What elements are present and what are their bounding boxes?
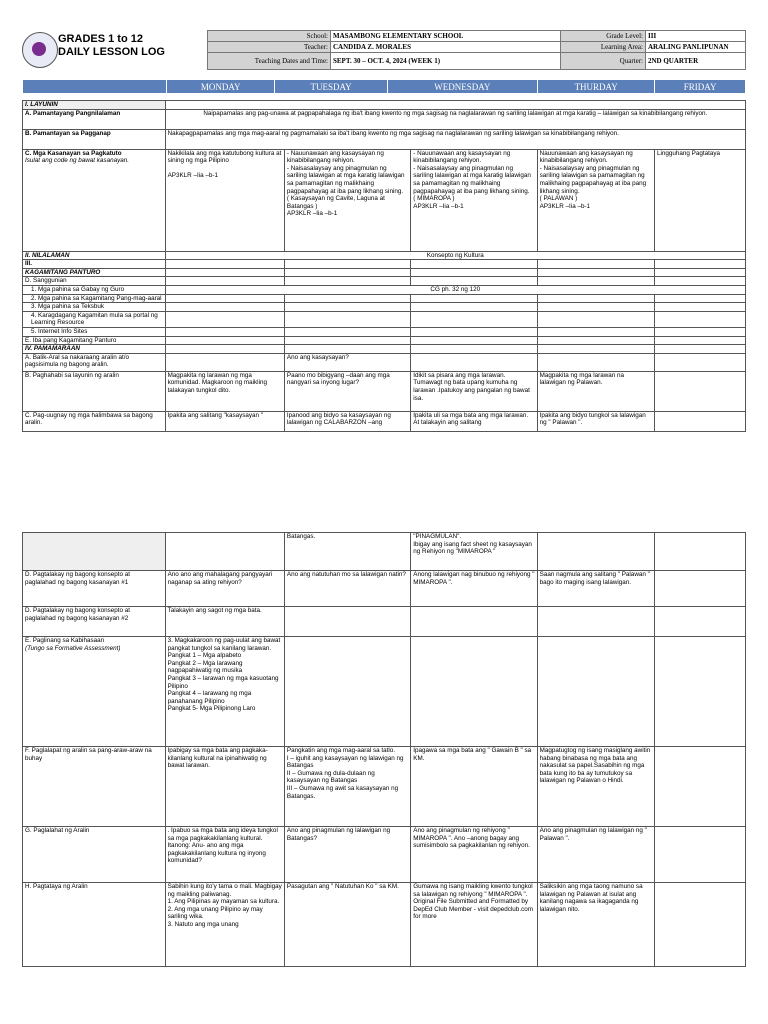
cell (284, 336, 410, 345)
cell (411, 336, 537, 345)
cell (654, 747, 745, 827)
row-label-sanggunian: D. Sanggunian (23, 277, 166, 286)
day-tuesday: TUESDAY (275, 80, 387, 94)
cell (411, 637, 537, 747)
cell (537, 294, 654, 303)
cell (537, 303, 654, 312)
day-thursday: THURDAY (538, 80, 655, 94)
cell (654, 827, 745, 883)
cell (654, 336, 745, 345)
row-label-balik-aral: A. Balik-Aral sa nakaraang aralin at/o pagsisimula ng bagong aralin. (23, 353, 166, 371)
cell (537, 260, 654, 269)
cell (411, 345, 537, 354)
quarter-label: Quarter: (561, 53, 646, 70)
row-label-paglalahat: G. Paglalahat ng Aralin (23, 827, 166, 883)
cell (654, 883, 745, 967)
cell (654, 411, 745, 431)
cell (654, 294, 745, 303)
cell (411, 294, 537, 303)
day-header-blank (23, 80, 167, 94)
pagtataya-monday: Sabihin kung ito'y tama o mali. Magbigay ng maikling paliwanag. 1. Ang Pilipinas ay mayaman sa kultura. 2. Ang mga unang Pilipino ay may sariling wika. 3. Natuto ang mga unang (165, 883, 284, 967)
row-label-pagganap: B. Pamantayan sa Pagganap (23, 129, 166, 149)
cell (537, 607, 654, 637)
row-label-pagtataya: H. Pagtataya ng Aralin (23, 883, 166, 967)
cell (411, 607, 537, 637)
lesson-table-page2 (22, 532, 746, 967)
cell (654, 260, 745, 269)
cell (537, 327, 654, 336)
cell (537, 311, 654, 327)
cell (165, 303, 284, 312)
pagkatuto-label: C. Mga Kasanayan sa Pagkatuto (25, 149, 122, 157)
cell (284, 268, 410, 277)
cell (654, 607, 745, 637)
cell (284, 303, 410, 312)
cell (284, 345, 410, 354)
cell (654, 353, 745, 371)
balik-aral-tuesday: Ano ang kasaysayan? (284, 353, 410, 371)
cell (654, 637, 745, 747)
row-label-nilalaman: II. NILALAMAN (23, 251, 166, 260)
day-header-row (22, 79, 746, 94)
row-label-karagdagang: 4. Karagdagang Kagamitan mula sa portal ng Learning Resource (23, 311, 166, 327)
pangnilalaman-text: Naipapamalas ang pag-unawa at pagpapahalaga ng iba't ibang kwento ng mga sagisag na naglalarawan ng sariling lalawigan at mga karatig – lalawigan sa kinabibilangang rehiyon. (165, 109, 745, 129)
pagkatuto-wednesday: - Nauunawaan ang kasaysayan ng kinabibilangang rehiyon. - Naisasalaysay ang pinagmulan ng sariling lalawigan at mga karatig lalawigan sa pamamagitan ng malikhaing pagpapahayag at iba pang likhang sining. ( MIMAROPA ) AP3KLR –Iia –b-1 (411, 149, 537, 251)
cell (654, 268, 745, 277)
cell (537, 353, 654, 371)
pagtalakay-2-monday: Talakayin ang sagot ng mga bata. (165, 607, 284, 637)
cell (284, 327, 410, 336)
cell (537, 637, 654, 747)
cell (165, 311, 284, 327)
title-line-2: DAILY LESSON LOG (58, 46, 165, 58)
row-label-internet: 5. Internet Info Sites (23, 327, 166, 336)
cell (411, 327, 537, 336)
quarter-value: 2ND QUARTER (646, 53, 746, 70)
cell (284, 637, 410, 747)
paglalapat-thursday: Magpatugtog ng isang masiglang awitin habang binabasa ng mga bata ang nakasulat sa papel.Sasabihin ng mga bata kung ito ba ay tumutukoy sa lalawigan ng Palawan o Hindi. (537, 747, 654, 827)
row-label-kagamitan-aaral: 2. Mga pahina sa Kagamitang Pang-mag-aaral (23, 294, 166, 303)
paglalapat-monday: Ipabigay sa mga bata ang pagkaka-kilanlang kultural na ipinahiwatig ng bawat larawan. (165, 747, 284, 827)
cell (537, 268, 654, 277)
row-label-pamamaraan: IV. PAMAMARAAN (23, 345, 166, 354)
pagkatuto-tuesday: - Nauunawaan ang kasaysayan ng kinabibilangang rehiyon. - Naisasalaysay ang pinagmulan ng sariling lalawigan at mga karatig lalawigan sa pamamagitan ng malikhaing pagpapahayag at iba pang likhang sining. ( Kasaysayan ng Cavite, Laguna at Batangas ) AP3KLR –Iia –b-1 (284, 149, 410, 251)
pagtalakay-1-monday: Ano ano ang mahalagang pangyayari naganap sa ating rehiyon? (165, 571, 284, 607)
school-label: School: (208, 31, 331, 42)
document-title (58, 33, 165, 59)
paglalapat-wednesday: Ipagawa sa mga bata ang " Gawain B " sa KM. (411, 747, 537, 827)
cell (654, 533, 745, 571)
cell (411, 311, 537, 327)
cell (537, 345, 654, 354)
lesson-table-page1 (22, 100, 746, 432)
row-label-pag-uugnay: C. Pag-uugnay ng mga halimbawa sa bagong aralin. (23, 411, 166, 431)
cell (165, 336, 284, 345)
pag-uugnay-monday: Ipakita ang salitang "kasaysayan " (165, 411, 284, 431)
day-friday: FRIDAY (655, 80, 746, 94)
continued-tuesday: Batangas. (284, 533, 410, 571)
cell (165, 268, 284, 277)
pagkatuto-monday: Nakikilala ang mga katutubong kultura at sining ng mga Pilipino AP3KLR –Iia –b-1 (165, 149, 284, 251)
document-header (22, 30, 746, 70)
continued-wednesday: "PINAGMULAN". Ibigay ang isang fact sheet ng kasaysayan ng Rehiyon ng "MIMAROPA " (411, 533, 537, 571)
row-label-paglalapat: F. Paglalapat ng aralin sa pang-araw-araw na buhay (23, 747, 166, 827)
paglalapat-tuesday: Pangkatin ang mga mag-aaral sa tatlo. I – iguhit ang kasaysayan ng lalawigan ng Batangas II – Gumawa ng dula-dulaan ng kasaysayan ng Batangas III – Gumawa ng awit sa kasaysayan ng Batangas. (284, 747, 410, 827)
cell (654, 327, 745, 336)
pag-uugnay-thursday: Ipakita ang bidyo tungkol sa lalawigan ng " Palawan ". (537, 411, 654, 431)
paglinang-label: E. Paglinang sa Kabihasaan (25, 637, 105, 644)
cell (654, 311, 745, 327)
paglalahat-wednesday: Ano ang pinagmulan ng rehiyong " MIMAROPA ". Ano –anong bagay ang sumisimbolo sa pagkakilanlan ng rehiyon. (411, 827, 537, 883)
cell (654, 571, 745, 607)
cell (165, 327, 284, 336)
row-label-teksbuk: 3. Mga pahina sa Teksbuk (23, 303, 166, 312)
pagtataya-wednesday: Gumawa ng isang maikling kwento tungkol sa lalawigan ng rehiyong " MIMAROPA ". Original File Submitted and Formatted by DepEd Club Member - visit depedclub.com for more (411, 883, 537, 967)
paghahabi-tuesday: Paano mo bibigyang –daan ang mga nangyari sa inyong lugar? (284, 371, 410, 411)
pag-uugnay-tuesday: Ipanood ang bidyo sa kasaysayan ng lalawigan ng CALABARZON –ang (284, 411, 410, 431)
paglalahat-thursday: Ano ang pinagmulan ng lalawigan ng " Palawan ". (537, 827, 654, 883)
nilalaman-text: Konsepto ng Kultura (165, 251, 745, 260)
title-line-1: GRADES 1 to 12 (58, 33, 143, 45)
cell (654, 277, 745, 286)
teacher-value: CANDIDA Z. MORALES (331, 42, 561, 53)
cell (165, 345, 284, 354)
row-label-pagtalakay-2: D. Pagtalakay ng bagong konsepto at paglalahad ng bagong kasanayan #2 (23, 607, 166, 637)
cell (284, 277, 410, 286)
pagganap-text: Nakapagpapamalas ang mga mag-aaral ng pagmamalaki sa iba't ibang kwento ng mga sagisag na naglalarawan ng sariling lalawigan sa kinabibilangang rehiyon. (165, 129, 745, 149)
paghahabi-wednesday: Idikit sa pisara ang mga larawan. Tumawagt ng bata upang kumuha ng larawan .Ipatukoy ang pangalan ng bawat isa. (411, 371, 537, 411)
paglalahat-tuesday: Ano ang pinagmulan ng lalawigan ng Batangas? (284, 827, 410, 883)
cell (537, 533, 654, 571)
day-wednesday: WEDNESDAY (387, 80, 537, 94)
pagkatuto-sub: Isulat ang code ng bawat kasanayan. (25, 157, 129, 165)
area-value: ARALING PANLIPUNAN (646, 42, 746, 53)
cell (284, 294, 410, 303)
row-label-pagkatuto (23, 149, 166, 251)
paglalahat-monday: . Ipabuo sa mga bata ang ideya tungkol sa mga pagkakakilanlang kultural. Itanong: Anu- ano ang mga pagkakakilanlang kultura ng inyong komunidad? (165, 827, 284, 883)
header-info-table (207, 30, 746, 70)
cell (654, 371, 745, 411)
gabay-value: CG ph. 32 ng 120 (165, 285, 745, 294)
cell (165, 101, 745, 110)
row-label-pangnilalaman: A. Pamantayang Pangnilalaman (23, 109, 166, 129)
cell (654, 345, 745, 354)
paghahabi-monday: Magpakita ng larawan ng mga komunidad. Magkaroon ng maikling talakayan tungkol dito. (165, 371, 284, 411)
school-value: MASAMBONG ELEMENTARY SCHOOL (331, 31, 561, 42)
row-label-paghahabi: B. Paghahabi sa layunin ng aralin (23, 371, 166, 411)
cell (165, 260, 284, 269)
paghahabi-thursday: Magpakita ng mga larawan na lalawigan ng Palawan. (537, 371, 654, 411)
deped-seal-icon (22, 32, 58, 68)
cell (165, 533, 284, 571)
row-label-pagtalakay-1: D. Pagtalakay ng bagong konsepto at paglalahad ng bagong kasanayan #1 (23, 571, 166, 607)
cell (165, 294, 284, 303)
cell (411, 268, 537, 277)
cell (284, 311, 410, 327)
cell (537, 277, 654, 286)
teacher-label: Teacher: (208, 42, 331, 53)
pagkatuto-friday: Lingguhang Pagtataya (654, 149, 745, 251)
dates-label: Teaching Dates and Time: (208, 53, 331, 70)
cell (284, 607, 410, 637)
row-label-gabay: 1. Mga pahina sa Gabay ng Guro (23, 285, 166, 294)
cell (165, 353, 284, 371)
pag-uugnay-wednesday: Ipakita uli sa mga bata ang mga larawan. At talakayin ang salitang (411, 411, 537, 431)
pagtalakay-1-thursday: Saan nagmula ang salitang " Palawan " bago ito maging isang lalawigan. (537, 571, 654, 607)
dates-value: SEPT. 30 – OCT. 4, 2024 (WEEK 1) (331, 53, 561, 70)
row-label-iba: E. Iba pang Kagamitang Panturo (23, 336, 166, 345)
row-label-iii: III. (23, 260, 166, 269)
pagtalakay-1-tuesday: Ano ang natutuhan mo sa lalawigan natin? (284, 571, 410, 607)
row-label-kagamitan: KAGAMITANG PANTURO (23, 268, 166, 277)
cell (23, 533, 166, 571)
cell (165, 277, 284, 286)
row-label-paglinang (23, 637, 166, 747)
paglinang-sub: (Tungo sa Formative Assessment) (25, 644, 121, 652)
cell (411, 260, 537, 269)
grade-value: III (646, 31, 746, 42)
cell (284, 260, 410, 269)
paglinang-monday: 3. Magkakaroon ng pag-uulat ang bawat pangkat tungkol sa kanilang larawan. Pangkat 1 – Mga alpabeto Pangkat 2 – Mga larawang nagpapahiwatig ng musika Pangkat 3 – larawan ng mga kasuotang Pilipino Pangkat 4 – larawang ng mga panahanang Pilipino Pangkat 5- Mga Pilipinong Laro (165, 637, 284, 747)
day-monday: MONDAY (167, 80, 275, 94)
cell (411, 353, 537, 371)
area-label: Learning Area: (561, 42, 646, 53)
cell (411, 303, 537, 312)
grade-label: Grade Level: (561, 31, 646, 42)
cell (537, 336, 654, 345)
row-layunin: I. LAYUNIN (23, 101, 166, 110)
pagtataya-thursday: Saliksikin ang mga taong namuno sa lalawigan ng Palawan at isulat ang kanilang nagawa sa ikagaganda ng lalawigan nito. (537, 883, 654, 967)
cell (411, 277, 537, 286)
pagtalakay-1-wednesday: Anong lalawigan nag binubuo ng rehiyong " MIMAROPA ". (411, 571, 537, 607)
cell (654, 303, 745, 312)
pagtataya-tuesday: Pasagutan ang " Natutuhan Ko " sa KM. (284, 883, 410, 967)
pagkatuto-thursday: Nauunawaan ang kasaysayan ng kinabibilangang rehiyon. - Naisasalaysay ang pinagmulan ng sariling lalawigan sa pamamagitan ng malikhaing pagpapahayag at iba pang likhang sining. ( PALAWAN ) AP3KLR –Iia –b-1 (537, 149, 654, 251)
